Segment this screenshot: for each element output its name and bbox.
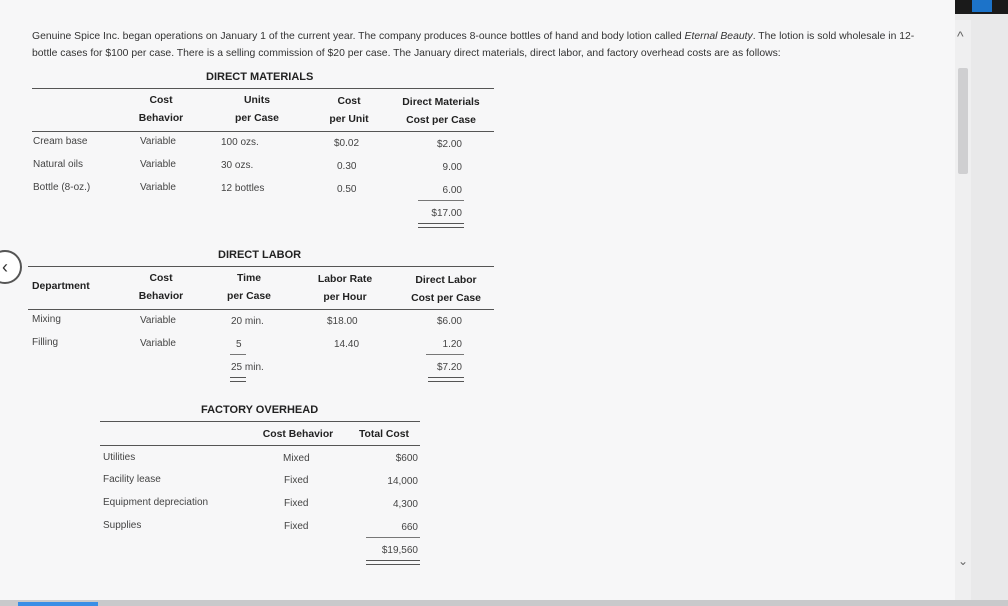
dm-row-behavior: Variable [140,159,176,170]
fo-header-behavior: Cost Behavior [262,429,334,440]
dm-header-behavior-1: Cost [149,95,173,106]
fo-header-total: Total Cost [358,429,410,440]
dm-row-item: Natural oils [33,159,84,170]
scrollbar-thumb[interactable] [958,68,968,174]
dl-time-double-rule [230,377,246,382]
fo-header-rule [100,445,420,446]
dl-row-behavior: Variable [140,338,176,349]
dm-header-cost-1: Cost [337,96,361,107]
fo-row-item: Utilities [103,452,136,463]
intro-text-2: . The lotion is sold wholesale in 12-bottle cases for $100 per case. There is a selling commission of $20 per case. The January direct materials, direct labor, and factory overhead costs are as follows: [32,31,915,59]
dm-row-case: 9.00 [442,162,462,173]
dl-top-rule [28,266,494,267]
dm-row-item: Cream base [33,136,88,147]
dm-total-rule [418,200,464,201]
dl-header-rule [28,309,494,310]
fo-row-item: Equipment depreciation [103,497,209,508]
direct-labor-title: DIRECT LABOR [218,249,302,261]
dm-row-case: 6.00 [442,185,462,196]
dm-header-case-1: Direct Materials [402,97,480,108]
top-corner-indicator [972,0,992,12]
chevron-down-icon[interactable]: ⌄ [958,554,969,568]
dl-row-behavior: Variable [140,315,176,326]
dm-row-units: 30 ozs. [221,160,254,171]
chevron-left-icon[interactable]: ‹ [0,250,22,284]
dm-row-item: Bottle (8-oz.) [33,182,91,193]
dm-row-cost: 0.50 [337,184,357,195]
dl-row-time: 20 min. [231,316,264,327]
dm-row-case: $2.00 [436,139,462,150]
dl-time-total-rule [230,354,246,355]
dl-row-case: 1.20 [442,339,462,350]
fo-top-rule [100,421,420,422]
dm-row-cost: 0.30 [337,161,357,172]
fo-row-total: 14,000 [387,476,418,487]
bottom-strip [0,600,1008,606]
dl-row-rate: $18.00 [327,316,358,327]
dm-header-case-2: Cost per Case [406,115,476,126]
dl-header-department: Department [32,281,90,292]
dl-header-rate-2: per Hour [323,292,367,303]
dm-row-behavior: Variable [140,136,176,147]
fo-row-total: 4,300 [392,499,418,510]
fo-row-behavior: Fixed [284,475,309,486]
dl-header-time-2: per Case [227,291,271,302]
dl-row-rate: 14.40 [334,339,360,350]
dm-row-cost: $0.02 [334,138,360,149]
fo-row-item: Supplies [103,520,142,531]
dl-case-double-rule [428,377,464,382]
dm-total: $17.00 [431,208,462,219]
dl-header-case-2: Cost per Case [411,293,481,304]
dl-total-case: $7.20 [436,362,462,373]
dm-header-units-1: Units [244,95,270,106]
dl-case-total-rule [426,354,464,355]
fo-row-item: Facility lease [103,474,161,485]
fo-row-behavior: Fixed [284,521,309,532]
product-name: Eternal Beauty [684,31,753,42]
intro-paragraph [32,28,932,62]
fo-row-total: $600 [395,453,418,464]
dl-row-dept: Mixing [32,314,61,325]
dl-row-case: $6.00 [436,316,462,327]
dl-header-behavior-1: Cost [149,273,173,284]
vertical-scrollbar[interactable] [955,20,971,600]
fo-row-behavior: Mixed [283,453,310,464]
dl-row-time: 5 [236,339,242,350]
dm-header-units-2: per Case [235,113,279,124]
dm-header-cost-2: per Unit [329,114,369,125]
intro-text-1: Genuine Spice Inc. began operations on January 1 of the current year. The company produces 8-ounce bottles of hand and body lotion called [32,31,685,42]
dl-row-dept: Filling [32,337,59,348]
dm-header-behavior-2: Behavior [138,113,184,124]
dm-header-rule [32,131,494,132]
dl-total-time: 25 min. [231,362,264,373]
dl-header-case-1: Direct Labor [415,275,477,286]
chevron-up-icon[interactable]: ^ [957,28,964,44]
direct-materials-title: DIRECT MATERIALS [206,71,314,83]
dm-row-units: 100 ozs. [221,137,259,148]
factory-overhead-title: FACTORY OVERHEAD [201,404,319,416]
dl-header-behavior-2: Behavior [138,291,184,302]
dm-top-rule [32,88,494,89]
fo-row-behavior: Fixed [284,498,309,509]
dm-row-behavior: Variable [140,182,176,193]
fo-total-rule [366,537,420,538]
fo-total: $19,560 [381,545,418,556]
dl-header-rate-1: Labor Rate [317,274,373,285]
dm-total-double-rule [418,223,464,228]
fo-total-double-rule [366,560,420,565]
dl-header-time-1: Time [236,273,262,284]
dm-row-units: 12 bottles [221,183,265,194]
bottom-blue-indicator [18,602,98,606]
fo-row-total: 660 [401,522,418,533]
